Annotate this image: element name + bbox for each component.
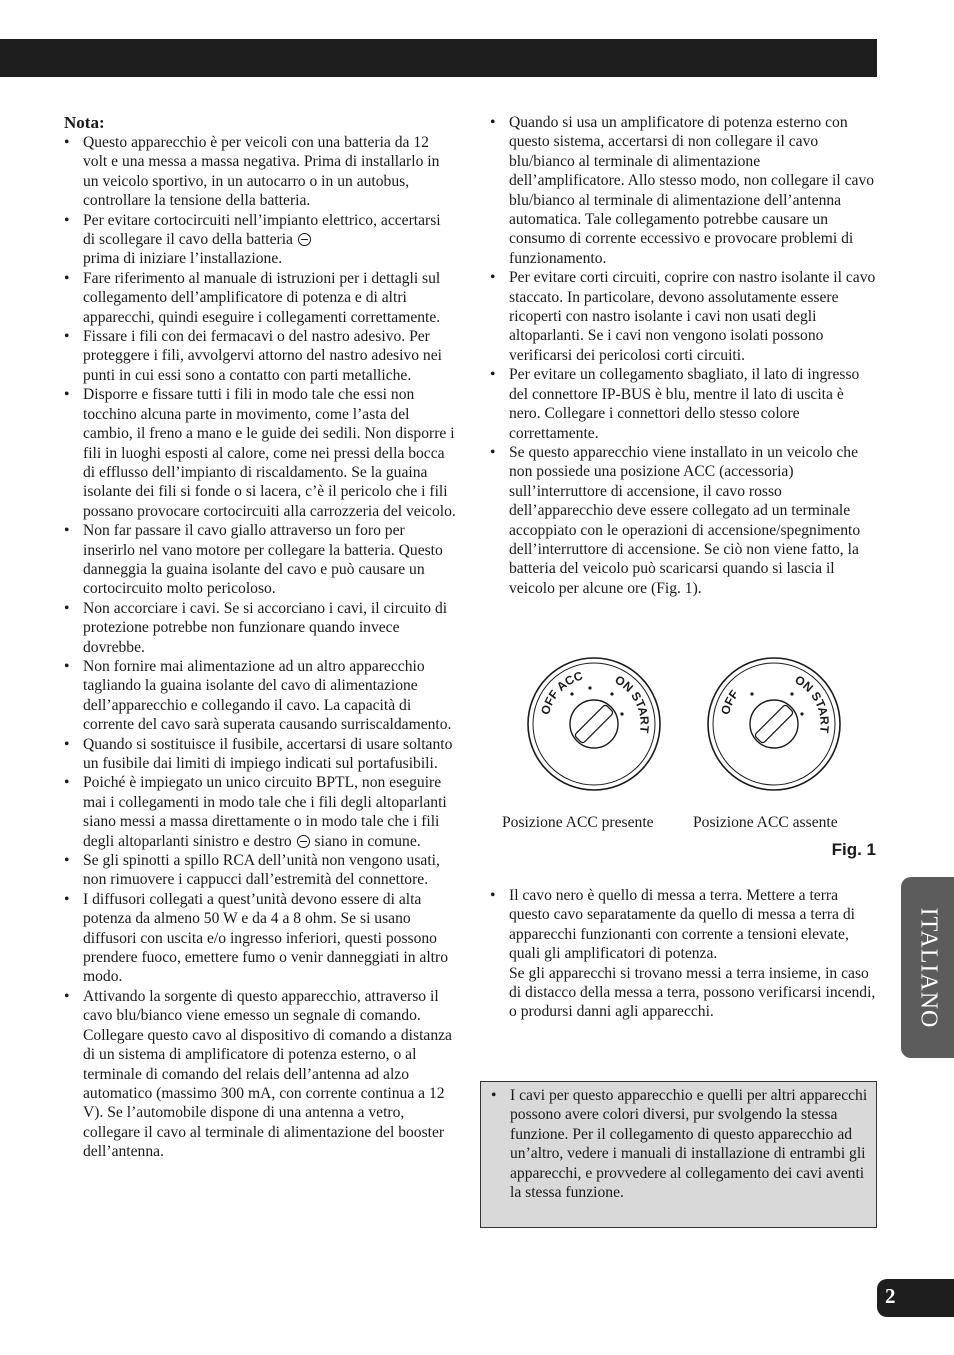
left-column [64, 113, 456, 1162]
list-item: • Poiché è impiegato un unico circuito BPTL, non eseguire mai i collegamenti in modo tale che i fili degli altoparlanti siano messi a massa direttamente o in modo tale che i fili degli altoparlanti sinistro e destro siano in comune. [64, 773, 456, 851]
list-item: • Quando si usa un amplificatore di potenza esterno con questo sistema, accertarsi di non collegare il cavo blu/bianco al terminale di alimentazione dell’amplificatore. Allo stesso modo, non collegare il cavo blu/bianco al terminale di alimentazione dell’antenna automatica. Tale collegamento potrebbe causare un consumo di corrente eccessivo e provocare problemi di funzionamento. [490, 113, 878, 268]
minus-icon [298, 233, 311, 246]
list-item: • I diffusori collegati a quest’unità devono essere di alta potenza da almeno 50 W e da 4 a 8 ohm. Se si usano diffusori con uscita e/o ingresso inferiori, questi possono prendere fuoco, emettere fumo o venir danneggiati in altro modo. [64, 890, 456, 987]
dial-text: OFF ACC [538, 668, 585, 717]
ignition-dial-no-acc [706, 648, 842, 800]
list-item: • Non far passare il cavo giallo attraverso un foro per inserirlo nel vano motore per collegare la batteria. Questo danneggia la guaina isolante del cavo e può causare un cortocircuito molto pericoloso. [64, 521, 456, 599]
list-item: • Se gli spinotti a spillo RCA dell’unità non vengono usati, non rimuovere i cappucci dall’estremità del connettore. [64, 851, 456, 890]
note-title: Nota: [64, 113, 105, 132]
list-item: • Per evitare cortocircuiti nell’impianto elettrico, accertarsi di scollegare il cavo della batteria prima di iniziare l’installazione. [64, 211, 456, 269]
ground-note-continuation: Se gli apparecchi si trovano messi a terra insieme, in caso di distacco della messa a terra, possono verificarsi incendi, o prodursi danni agli apparecchi. [509, 964, 876, 1021]
list-item: • Se questo apparecchio viene installato in un veicolo che non possiede una posizione ACC (accessoria) sull’interruttore di accensione, il cavo rosso dell’apparecchio deve essere collegato ad un terminale accoppiato con le operazioni di accensione/spegnimento dell’interruttore di accensione. Se ciò non viene fatto, la batteria del veicolo può scaricarsi quando si lascia il veicolo per alcune ore (Fig. 1). [490, 443, 878, 598]
dial-text: OFF [718, 687, 742, 717]
dial-text: ON START [792, 672, 832, 734]
list-item: • Disporre e fissare tutti i fili in modo tale che essi non tocchino alcuna parte in movimento, come l’asta del cambio, il freno a mano e le guide dei sedili. Non disporre i fili in luoghi esposti al calore, come nei pressi della bocca di efflusso dell’impianto di riscaldamento. Se la guaina isolante dei fili si fonde o si lacera, c’è il pericolo che i fili possano provocare cortocircuiti alla carrozzeria del veicolo. [64, 385, 456, 521]
note-list-right [490, 113, 878, 598]
note-list [64, 133, 456, 1162]
language-tab-label: ITALIANO [915, 907, 941, 1028]
right-column [490, 113, 878, 598]
list-item: • Fare riferimento al manuale di istruzioni per i dettagli sul collegamento dell’amplificatore di potenza e di altri apparecchi, quindi eseguire i collegamenti correttamente. [64, 269, 456, 327]
ignition-switch-no-acc-icon [706, 648, 842, 800]
header-bar [0, 39, 877, 77]
language-tab [901, 877, 954, 1058]
figure-1 [490, 648, 878, 874]
page-number: 2 [885, 1284, 896, 1308]
minus-icon [297, 835, 310, 848]
ignition-dial-acc [526, 648, 662, 800]
list-item: • Questo apparecchio è per veicoli con una batteria da 12 volt e una messa a massa negativa. Prima di installarlo in un veicolo sportivo, in un autocarro o in un autobus, controllare la tensione della batteria. [64, 133, 456, 211]
caption-acc-absent: Posizione ACC assente [693, 814, 838, 831]
list-item: • Quando si sostituisce il fusibile, accertarsi di usare soltanto un fusibile dai limiti di impiego indicati sul portafusibili. [64, 735, 456, 774]
list-item: • Per evitare corti circuiti, coprire con nastro isolante il cavo staccato. In particolare, devono assolutamente essere ricoperti con nastro isolante i cavi non usati degli altoparlanti. Se i cavi non vengono isolati possono verificarsi dei pericolosi corti circuiti. [490, 268, 878, 365]
list-item: • Non fornire mai alimentazione ad un altro apparecchio tagliando la guaina isolante del cavo di alimentazione dell’apparecchio e collegando il cavo. La capacità di corrente del cavo sarà superata causando surriscaldamento. [64, 657, 456, 735]
page-number-badge [877, 1279, 954, 1317]
dial-text: ON START [612, 672, 652, 734]
ground-note [490, 886, 878, 1022]
list-item: • Non accorciare i cavi. Se si accorciano i cavi, il circuito di protezione potrebbe non funzionare quando invece dovrebbe. [64, 599, 456, 657]
list-item: • Per evitare un collegamento sbagliato, il lato di ingresso del connettore IP-BUS è blu, mentre il lato di uscita è nero. Collegare i connettori dello stesso colore correttamente. [490, 365, 878, 443]
list-item: • Attivando la sorgente di questo apparecchio, attraverso il cavo blu/bianco viene emesso un segnale di comando. Collegare questo cavo al dispositivo di comando a distanza di un sistema di amplificatore di potenza esterno, o al terminale di comando del relais dell’antenna ad alzo automatico (massimo 300 mA, con corrente continua a 12 V). Se l’automobile dispone di una antenna a vetro, collegare il cavo al terminale di alimentazione del booster dell’antenna. [64, 987, 456, 1162]
caption-acc-present: Posizione ACC presente [502, 814, 654, 831]
ignition-switch-acc-icon [526, 648, 662, 800]
figure-label: Fig. 1 [831, 840, 876, 859]
list-item: • Fissare i fili con dei fermacavi o del nastro adesivo. Per proteggere i fili, avvolgervi attorno del nastro adesivo nei punti in cui essi sono a contatto con parti metalliche. [64, 327, 456, 385]
highlight-note-box [480, 1081, 877, 1228]
list-item: • I cavi per questo apparecchio e quelli per altri apparecchi possono avere colori diversi, pur svolgendo la stessa funzione. Per il collegamento di questo apparecchio ad un’altro, vedere i manuali di installazione di entrambi gli apparecchi, e provvedere al collegamento dei cavi aventi la stessa funzione. [491, 1086, 868, 1202]
list-item: • Il cavo nero è quello di messa a terra. Mettere a terra questo cavo separatamente da quello di messa a terra di apparecchi funzionanti con corrente a tensioni elevate, quali gli amplificatori di potenza. [490, 886, 878, 964]
